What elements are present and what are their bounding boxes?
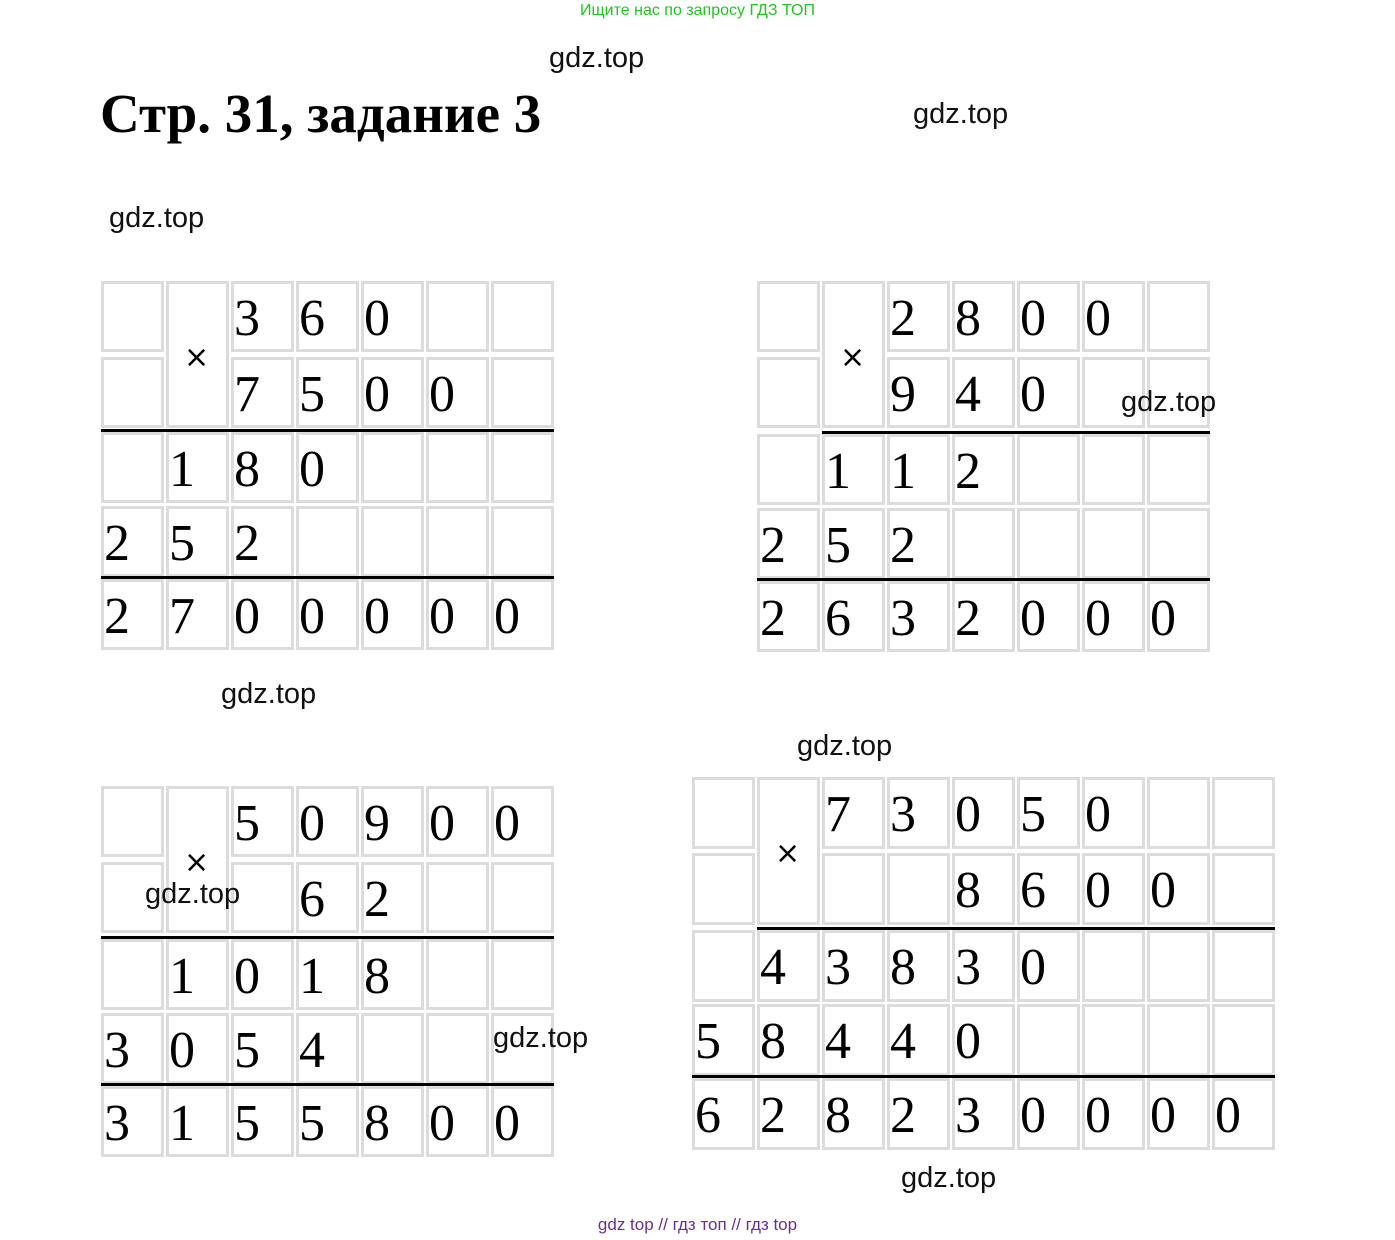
digit: 0 xyxy=(1020,366,1046,423)
grid-cell xyxy=(426,939,489,1010)
digit: 8 xyxy=(955,862,981,919)
digit: 0 xyxy=(429,795,455,852)
digit: 5 xyxy=(234,795,260,852)
digit: 5 xyxy=(1020,786,1046,843)
digit: 7 xyxy=(825,786,851,843)
footer-links: gdz top // гдз топ // гдз top xyxy=(597,1215,798,1234)
grid-cell xyxy=(1017,434,1080,505)
digit: 0 xyxy=(1085,786,1111,843)
digit: 3 xyxy=(825,939,851,996)
grid-cell xyxy=(101,939,164,1010)
digit: 0 xyxy=(299,795,325,852)
grid-cell xyxy=(361,432,424,503)
digit: 5 xyxy=(825,517,851,574)
grid-cell xyxy=(692,930,755,1002)
multiply-sign: × xyxy=(184,340,210,375)
digit: 8 xyxy=(825,1087,851,1144)
digit: 0 xyxy=(364,588,390,645)
grid-cell xyxy=(1082,434,1145,505)
digit: 1 xyxy=(825,443,851,500)
grid-cell xyxy=(426,432,489,503)
grid-cell xyxy=(426,281,489,352)
digit: 0 xyxy=(429,1095,455,1152)
grid-cell xyxy=(426,506,489,577)
digit: 7 xyxy=(234,366,260,423)
grid-cell xyxy=(1147,434,1210,505)
digit: 0 xyxy=(234,588,260,645)
digit: 0 xyxy=(364,366,390,423)
separator-line xyxy=(101,576,554,579)
watermark: gdz.top xyxy=(901,1162,997,1194)
digit: 5 xyxy=(169,515,195,572)
watermark: gdz.top xyxy=(797,730,893,762)
grid-cell xyxy=(952,508,1015,579)
digit: 4 xyxy=(890,1013,916,1070)
digit: 4 xyxy=(760,939,786,996)
watermark: gdz.top xyxy=(145,878,241,910)
digit: 3 xyxy=(104,1022,130,1079)
grid-cell xyxy=(822,853,885,925)
grid-cell xyxy=(296,506,359,577)
grid-cell xyxy=(1017,1004,1080,1076)
separator-line xyxy=(101,1083,554,1086)
digit: 4 xyxy=(825,1013,851,1070)
digit: 2 xyxy=(890,290,916,347)
grid-cell xyxy=(491,506,554,577)
digit: 0 xyxy=(1150,862,1176,919)
separator-line xyxy=(757,927,1275,930)
digit: 8 xyxy=(234,441,260,498)
digit: 2 xyxy=(955,590,981,647)
digit: 6 xyxy=(299,290,325,347)
digit: 8 xyxy=(955,290,981,347)
digit: 6 xyxy=(695,1087,721,1144)
digit: 0 xyxy=(429,366,455,423)
grid-cell xyxy=(1212,853,1275,925)
digit: 2 xyxy=(104,515,130,572)
digit: 3 xyxy=(104,1095,130,1152)
digit: 0 xyxy=(1020,939,1046,996)
digit: 2 xyxy=(234,515,260,572)
grid-cell xyxy=(1082,1004,1145,1076)
digit: 2 xyxy=(890,517,916,574)
grid-cell xyxy=(1212,777,1275,849)
grid-cell xyxy=(491,862,554,933)
grid-cell xyxy=(426,862,489,933)
multiply-sign: × xyxy=(840,340,866,375)
watermark: gdz.top xyxy=(221,678,317,710)
grid-cell xyxy=(692,777,755,849)
digit: 2 xyxy=(890,1087,916,1144)
digit: 5 xyxy=(299,366,325,423)
grid-cell xyxy=(1147,281,1210,352)
grid-cell xyxy=(491,432,554,503)
digit: 4 xyxy=(299,1022,325,1079)
digit: 5 xyxy=(695,1013,721,1070)
digit: 0 xyxy=(955,786,981,843)
digit: 3 xyxy=(890,590,916,647)
digit: 0 xyxy=(494,795,520,852)
grid-cell xyxy=(361,1013,424,1084)
digit: 8 xyxy=(364,948,390,1005)
grid-cell xyxy=(491,357,554,428)
separator-line xyxy=(101,429,554,432)
digit: 8 xyxy=(760,1013,786,1070)
watermark: gdz.top xyxy=(493,1022,589,1054)
digit: 9 xyxy=(890,366,916,423)
digit: 3 xyxy=(955,1087,981,1144)
page-title: Стр. 31, задание 3 xyxy=(100,83,542,144)
digit: 1 xyxy=(890,443,916,500)
digit: 0 xyxy=(494,1095,520,1152)
top-banner: Ищите нас по запросу ГДЗ ТОП xyxy=(580,2,815,19)
digit: 2 xyxy=(955,443,981,500)
digit: 5 xyxy=(234,1022,260,1079)
digit: 0 xyxy=(494,588,520,645)
digit: 0 xyxy=(1085,1087,1111,1144)
digit: 0 xyxy=(169,1022,195,1079)
digit: 8 xyxy=(364,1095,390,1152)
digit: 0 xyxy=(1085,862,1111,919)
watermark: gdz.top xyxy=(109,202,205,234)
digit: 2 xyxy=(760,1087,786,1144)
multiply-sign: × xyxy=(775,836,801,871)
grid-cell xyxy=(692,853,755,925)
digit: 0 xyxy=(1150,590,1176,647)
grid-cell xyxy=(757,434,820,505)
digit: 0 xyxy=(299,588,325,645)
grid-cell xyxy=(1147,508,1210,579)
digit: 7 xyxy=(169,588,195,645)
watermark: gdz.top xyxy=(549,42,645,74)
digit: 6 xyxy=(825,590,851,647)
grid-cell xyxy=(101,786,164,857)
digit: 2 xyxy=(104,588,130,645)
watermark: gdz.top xyxy=(1121,386,1217,418)
grid-cell xyxy=(361,506,424,577)
grid-cell xyxy=(1147,1004,1210,1076)
digit: 2 xyxy=(760,590,786,647)
digit: 0 xyxy=(955,1013,981,1070)
digit: 1 xyxy=(169,948,195,1005)
separator-line xyxy=(757,578,1210,581)
digit: 4 xyxy=(955,366,981,423)
digit: 0 xyxy=(1020,290,1046,347)
digit: 0 xyxy=(1020,590,1046,647)
grid-cell xyxy=(1147,777,1210,849)
grid-cell xyxy=(491,939,554,1010)
digit: 0 xyxy=(364,290,390,347)
grid-cell xyxy=(757,357,820,428)
grid-cell xyxy=(231,862,294,933)
separator-line xyxy=(692,1075,1275,1078)
multiply-sign: × xyxy=(184,845,210,880)
grid-cell xyxy=(1212,1004,1275,1076)
grid-cell xyxy=(1082,508,1145,579)
grid-cell xyxy=(101,281,164,352)
grid-cell xyxy=(1082,930,1145,1002)
digit: 0 xyxy=(1215,1087,1241,1144)
digit: 1 xyxy=(299,948,325,1005)
grid-cell xyxy=(887,853,950,925)
grid-cell xyxy=(101,357,164,428)
separator-line xyxy=(101,936,554,939)
digit: 6 xyxy=(299,871,325,928)
grid-cell xyxy=(1017,508,1080,579)
digit: 5 xyxy=(234,1095,260,1152)
watermark: gdz.top xyxy=(913,98,1009,130)
digit: 0 xyxy=(234,948,260,1005)
digit: 2 xyxy=(364,871,390,928)
digit: 0 xyxy=(1020,1087,1046,1144)
digit: 0 xyxy=(1150,1087,1176,1144)
digit: 9 xyxy=(364,795,390,852)
digit: 8 xyxy=(890,939,916,996)
digit: 3 xyxy=(234,290,260,347)
grid-cell xyxy=(1212,930,1275,1002)
grid-cell xyxy=(491,281,554,352)
digit: 0 xyxy=(1085,290,1111,347)
digit: 6 xyxy=(1020,862,1046,919)
digit: 3 xyxy=(955,939,981,996)
grid-cell xyxy=(757,281,820,352)
digit: 5 xyxy=(299,1095,325,1152)
digit: 3 xyxy=(890,786,916,843)
digit: 0 xyxy=(1085,590,1111,647)
separator-line xyxy=(822,431,1210,434)
digit: 0 xyxy=(429,588,455,645)
grid-cell xyxy=(426,1013,489,1084)
digit: 1 xyxy=(169,441,195,498)
digit: 1 xyxy=(169,1095,195,1152)
grid-cell xyxy=(101,432,164,503)
digit: 0 xyxy=(299,441,325,498)
grid-cell xyxy=(1147,930,1210,1002)
digit: 2 xyxy=(760,517,786,574)
